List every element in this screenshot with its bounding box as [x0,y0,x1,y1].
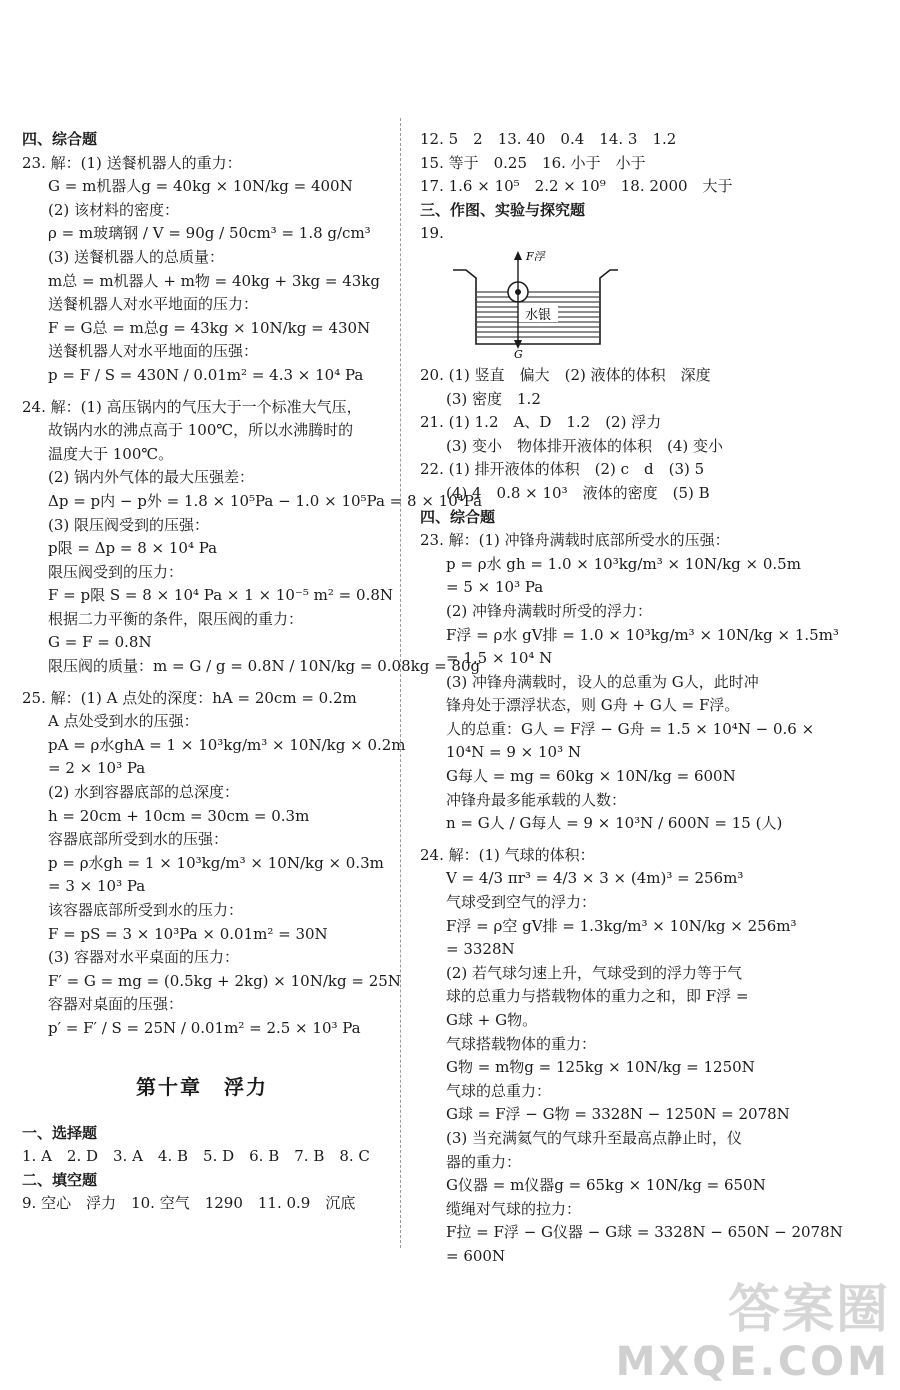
answer-line: 1. A 2. D 3. A 4. B 5. D 6. B 7. B 8. C [22,1147,370,1166]
answer-line: G = m机器人g = 40kg × 10N/kg = 400N [48,177,353,196]
answer-line: 送餐机器人对水平地面的压强： [48,342,259,361]
section-heading: 四、综合题 [420,507,496,526]
answer-line: (2) 冲锋舟满载时所受的浮力： [446,601,653,620]
answer-line: (2) 水到容器底部的总深度： [48,783,240,802]
answer-line: 限压阀的质量：m = G / g = 0.8N / 10N/kg = 0.08kg = 80g [48,657,481,676]
answer-line: (3) 送餐机器人的总质量： [48,247,225,266]
answer-line: G球 = F浮 − G物 = 3328N − 1250N = 2078N [446,1105,790,1124]
answer-line: 容器底部所受到水的压强： [48,830,229,849]
answer-line: 锋舟处于漂浮状态，则 G舟 + G人 = F浮。 [446,696,740,715]
answer-line: ρ = m玻璃钢 / V = 90g / 50cm³ = 1.8 g/cm³ [48,224,371,243]
answer-line: G仪器 = m仪器g = 65kg × 10N/kg = 650N [446,1176,766,1195]
answer-line: h = 20cm + 10cm = 30cm = 0.3m [48,806,310,825]
answer-line: 球的总重力与搭载物体的重力之和，即 F浮 = [446,987,749,1006]
answer-line: 缆绳对气球的拉力： [446,1199,582,1218]
answer-line: G物 = m物g = 125kg × 10N/kg = 1250N [446,1058,755,1077]
gravity-label: G [514,347,523,358]
answer-line: G球 + G物。 [446,1011,538,1029]
right-answer-block-bottom [420,364,890,1269]
answer-line: 冲锋舟最多能承载的人数： [446,790,627,809]
answer-line: pA = ρ水ghA = 1 × 10³kg/m³ × 10N/kg × 0.2m [48,735,406,754]
answer-line: = 3 × 10³ Pa [48,877,146,896]
answer-line: 气球的总重力： [446,1081,552,1100]
answer-line: F浮 = ρ水 gV排 = 1.0 × 10³kg/m³ × 10N/kg × 1.5m³ [446,625,839,644]
answer-line: (3) 冲锋舟满载时，设人的总重为 G人，此时冲 [446,672,759,691]
answer-line: 15. 等于 0.25 16. 小于 小于 [420,153,646,172]
section-heading: 三、作图、实验与探究题 [420,200,586,219]
answer-line: F′ = G = mg = (0.5kg + 2kg) × 10N/kg = 25N [48,971,401,990]
answer-line: 温度大于 100℃。 [48,444,174,463]
answer-line: 17. 1.6 × 10⁵ 2.2 × 10⁹ 18. 2000 大于 [420,177,733,196]
answer-line: 12. 5 2 13. 40 0.4 14. 3 1.2 [420,130,677,148]
answer-line: 21. (1) 1.2 A、D 1.2 (2) 浮力 [420,413,662,432]
answer-line: 故锅内水的沸点高于 100℃，所以水沸腾时的 [48,421,354,440]
answer-line: 10⁴N = 9 × 10³ N [446,743,581,762]
answer-line: p′ = F′ / S = 25N / 0.01m² = 2.5 × 10³ Pa [48,1018,361,1037]
answer-line: = 3328N [446,940,515,959]
answer-line: 根据二力平衡的条件，限压阀的重力： [48,609,304,628]
watermark-url: MXQE.COM [615,1339,890,1385]
section-heading: 二、填空题 [22,1170,98,1189]
answer-line: p = ρ水 gh = 1.0 × 10³kg/m³ × 10N/kg × 0.5m [446,554,801,573]
answer-line: (3) 变小 物体排开液体的体积 (4) 变小 [446,436,724,455]
liquid-label: 水银 [524,307,552,323]
answer-line: = 1.5 × 10⁴ N [446,649,553,668]
answer-line: (4) 4 0.8 × 10³ 液体的密度 (5) B [446,483,710,502]
answer-line: m总 = m机器人 + m物 = 40kg + 3kg = 43kg [48,271,380,290]
buoyancy-arrow-head [514,251,522,260]
chapter-answer-block [22,1122,382,1216]
answer-line: A 点处受到水的压强： [48,712,199,731]
answer-line: p = ρ水gh = 1 × 10³kg/m³ × 10N/kg × 0.3m [48,853,384,872]
answer-line: 人的总重：G人 = F浮 − G舟 = 1.5 × 10⁴N − 0.6 × [446,719,815,738]
answer-line: 19. [420,224,444,243]
answer-line: p限 = Δp = 8 × 10⁴ Pa [48,539,218,558]
answer-line: (2) 该材料的密度： [48,200,180,219]
answer-line: p = F / S = 430N / 0.01m² = 4.3 × 10⁴ Pa [48,365,364,384]
answer-line: 气球受到空气的浮力： [446,893,597,912]
answer-line: n = G人 / G每人 = 9 × 10³N / 600N = 15 (人) [446,814,783,833]
answer-line: (3) 密度 1.2 [446,389,541,408]
answer-line: (2) 锅内外气体的最大压强差： [48,468,255,487]
answer-line: F拉 = F浮 − G仪器 − G球 = 3328N − 650N − 2078N [446,1223,843,1242]
answer-line: 容器对桌面的压强： [48,995,184,1014]
answer-line: F浮 = ρ空 gV排 = 1.3kg/m³ × 10N/kg × 256m³ [446,916,797,935]
answer-line: 9. 空心 浮力 10. 空气 1290 11. 0.9 沉底 [22,1194,356,1213]
answer-line: 该容器底部所受到水的压力： [48,901,244,919]
section-heading: 一、选择题 [22,1123,98,1142]
answer-line: 送餐机器人对水平地面的压力： [48,295,259,314]
answer-line: (3) 容器对水平桌面的压力： [48,948,240,967]
right-answer-block-top [420,128,890,246]
answer-line: Δp = p内 − p外 = 1.8 × 10⁵Pa − 1.0 × 10⁵Pa = 8 × 10⁴Pa [48,491,483,510]
mercury-beaker-figure [448,248,648,358]
answer-line: F = p限 S = 8 × 10⁴ Pa × 1 × 10⁻⁵ m² = 0.8N [48,586,394,605]
answer-line: G每人 = mg = 60kg × 10N/kg = 600N [446,767,736,786]
answer-line: 24. 解：(1) 高压锅内的气压大于一个标准大气压， [22,397,362,416]
answer-line: (3) 当充满氦气的气球升至最高点静止时，仪 [446,1128,743,1147]
buoyancy-label: F浮 [526,249,545,263]
watermark-logo-text: 答案圈 [727,1280,890,1340]
answer-line: 23. 解：(1) 送餐机器人的重力： [22,153,242,172]
answer-line: 22. (1) 排开液体的体积 (2) c d (3) 5 [420,460,705,479]
answer-line: (3) 限压阀受到的压强： [48,515,210,534]
watermark [615,1267,890,1385]
answer-line: 气球搭载物体的重力： [446,1034,597,1053]
answer-line: 25. 解：(1) A 点处的深度：hA = 20cm = 0.2m [22,688,357,707]
answer-line: V = 4/3 πr³ = 4/3 × 3 × (4m)³ = 256m³ [446,869,744,888]
answer-line: F = G总 = m总g = 43kg × 10N/kg = 430N [48,318,371,337]
chapter-title: 第十章 浮力 [136,1074,268,1099]
answer-line: 器的重力： [446,1152,522,1171]
answer-line: = 5 × 10³ Pa [446,578,544,597]
section-heading: 四、综合题 [22,130,98,148]
answer-line: 23. 解：(1) 冲锋舟满载时底部所受水的压强： [420,531,730,550]
answer-line: 20. (1) 竖直 偏大 (2) 液体的体积 深度 [420,365,711,384]
answer-line: G = F = 0.8N [48,633,152,652]
answer-line: F = pS = 3 × 10³Pa × 0.01m² = 30N [48,924,328,943]
answer-line: 限压阀受到的压力： [48,562,184,581]
answer-line: = 600N [446,1246,506,1265]
answer-line: (2) 若气球匀速上升，气球受到的浮力等于气 [446,963,743,982]
column-divider [400,118,401,1248]
answer-line: = 2 × 10³ Pa [48,759,146,778]
right-column [420,128,890,1269]
answer-line: 24. 解：(1) 气球的体积： [420,845,595,864]
